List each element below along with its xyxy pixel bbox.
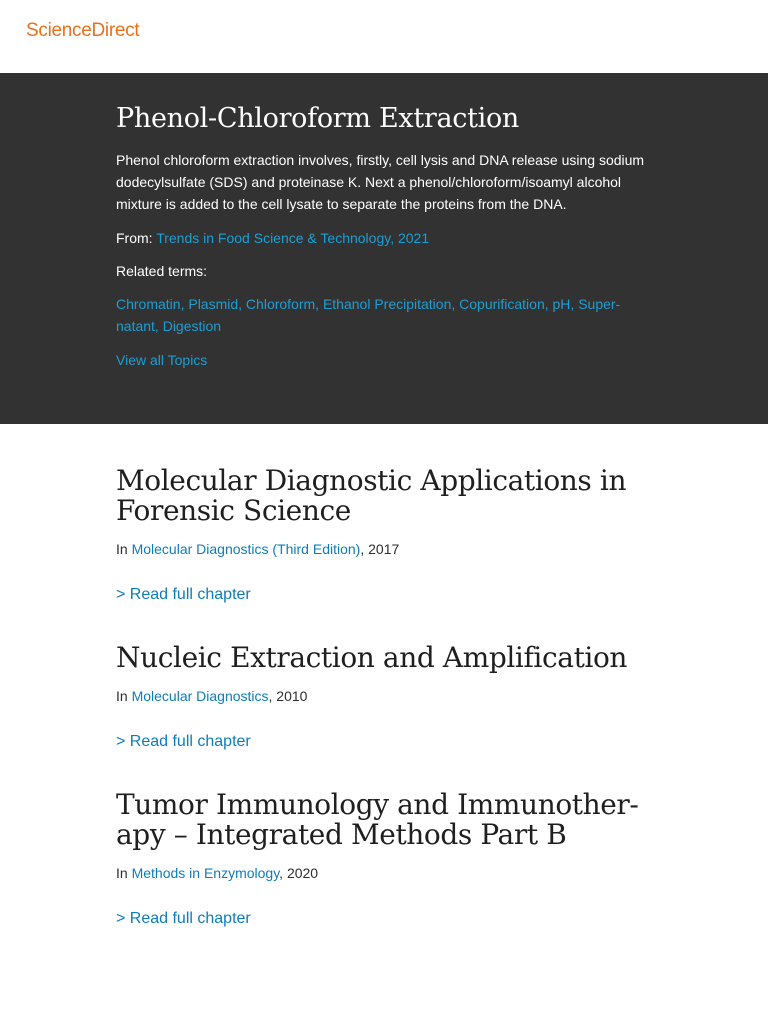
- source-link[interactable]: Trends in Food Science & Technology, 2021: [156, 230, 430, 246]
- chapter-year: , 2020: [279, 865, 319, 881]
- topic-title: Phenol-Chloroform Extraction: [116, 103, 520, 134]
- chapter-year: , 2010: [268, 688, 308, 704]
- topic-source-line: [116, 227, 429, 249]
- topic-description: Phenol chloroform extraction involves, firstly, cell lysis and DNA release using sodium dodecylsulfate (SDS) and proteinase K. Next a phenol/chloroform/isoamyl alcohol mixture is added to the cell lysate to separate the proteins from the DNA.: [116, 152, 645, 212]
- read-full-chapter-link[interactable]: > Read full chapter: [116, 733, 251, 750]
- in-label: In: [116, 541, 128, 557]
- chapter-year: , 2017: [360, 541, 400, 557]
- chapter-item: [116, 466, 656, 606]
- related-terms-label: Related terms:: [116, 263, 208, 279]
- read-full-chapter-link[interactable]: > Read full chapter: [116, 586, 251, 603]
- book-link[interactable]: Methods in Enzymology: [131, 865, 280, 881]
- book-link[interactable]: Molecular Diagnostics: [131, 688, 269, 704]
- topic-panel: [0, 73, 768, 424]
- chapter-title[interactable]: Tumor Immunology and Immunother-apy – Integrated Methods Part B: [116, 788, 639, 851]
- chapter-item: [116, 790, 656, 930]
- chapter-item: [116, 643, 656, 753]
- in-label: In: [116, 865, 128, 881]
- view-all-topics-link[interactable]: View all Topics: [116, 352, 208, 368]
- chapter-meta: [116, 862, 656, 884]
- chapter-title[interactable]: Molecular Diagnostic Applications in Forensic Science: [116, 464, 627, 527]
- chapter-title[interactable]: Nucleic Extraction and Amplification: [116, 641, 628, 674]
- site-header: [0, 0, 768, 73]
- related-terms-links[interactable]: Chromatin, Plasmid, Chloroform, Ethanol Precipitation, Copurification, pH, Super-natant, Digestion: [116, 296, 621, 334]
- chapter-meta: [116, 538, 656, 560]
- in-label: In: [116, 688, 128, 704]
- read-full-chapter-link[interactable]: > Read full chapter: [116, 910, 251, 927]
- chapter-meta: [116, 685, 656, 707]
- from-label: From:: [116, 230, 153, 246]
- book-link[interactable]: Molecular Diagnostics (Third Edition): [131, 541, 361, 557]
- sciencedirect-logo[interactable]: ScienceDirect: [26, 20, 140, 41]
